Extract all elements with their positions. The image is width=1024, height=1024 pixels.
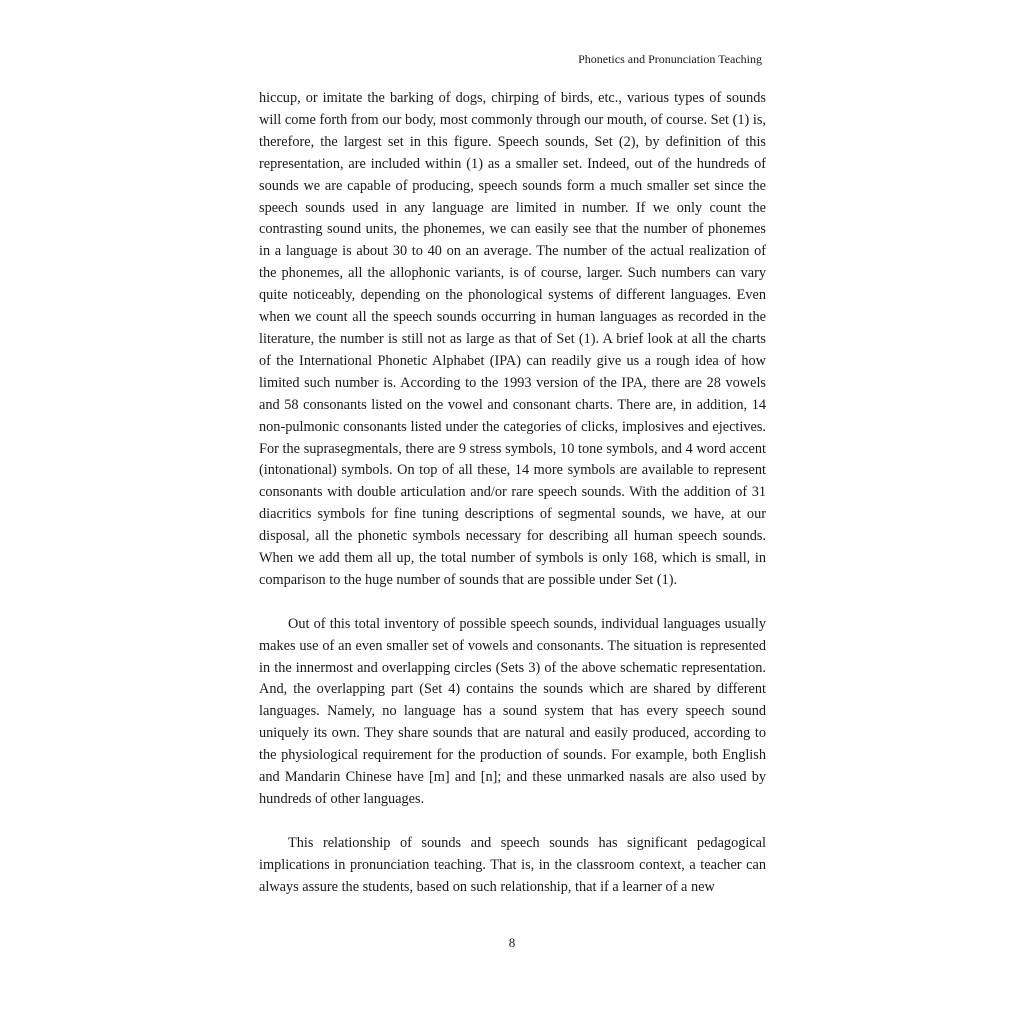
paragraph-speech-sound-inventory: Out of this total inventory of possible speech sounds, individual languages usually makes use of an even smaller set of vowels and consonants. The situation is represented in the innermost and overlapping circles (Sets 3) of the above schematic representation. And, the overlapping part (Set 4) contains the sounds which are shared by different languages. Namely, no language has a sound system that has every speech sound uniquely its own. They share sounds that are natural and easily produced, according to the physiological requirement for the production of sounds. For example, both English and Mandarin Chinese have [m] and [n]; and these unmarked nasals are also used by hundreds of other languages. — [259, 615, 766, 807]
paragraph-continued: hiccup, or imitate the barking of dogs, chirping of birds, etc., various types of sounds will come forth from our body, most commonly through our mouth, of course. Set (1) is, therefore, the largest set in this figure. Speech sounds, Set (2), by definition of this representation, are included within (1) as a smaller set. Indeed, out of the hundreds of sounds we are capable of producing, speech sounds form a much smaller set since the speech sounds used in any language are limited in number. If we only count the contrasting sound units, the phonemes, we can easily see that the number of phonemes in a language is about 30 to 40 on an average. The number of the actual realization of the phonemes, all the allophonic variants, is of course, larger. Such numbers can vary quite noticeably, depending on the phonological systems of different languages. Even when we count all the speech sounds occurring in human languages as recorded in the literature, the number is still not as large as that of Set (1). A brief look at all the charts of the International Phonetic Alphabet (IPA) can readily give us a rough idea of how limited such number is. According to the 1993 version of the IPA, there are 28 vowels and 58 consonants listed on the vowel and consonant charts. There are, in addition, 14 non-pulmonic consonants listed under the categories of clicks, implosives and ejectives. For the suprasegmentals, there are 9 stress symbols, 10 tone symbols, and 4 word accent (intonational) symbols. On top of all these, 14 more symbols are available to represent consonants with double articulation and/or rare speech sounds. With the addition of 31 diacritics symbols for fine tuning descriptions of segmental sounds, we have, at our disposal, all the phonetic symbols necessary for describing all human speech sounds. When we add them all up, the total number of symbols is only 168, which is small, in comparison to the huge number of sounds that are possible under Set (1). — [259, 90, 766, 588]
paragraph-pedagogical-implications: This relationship of sounds and speech sounds has significant pedagogical implications in pronunciation teaching. That is, in the classroom context, a teacher can always assure the students, based on such relationship, that if a learner of a new — [259, 834, 766, 895]
body-text — [259, 88, 766, 899]
page-number: 8 — [508, 935, 516, 950]
running-header: Phonetics and Pronunciation Teaching — [578, 52, 762, 66]
